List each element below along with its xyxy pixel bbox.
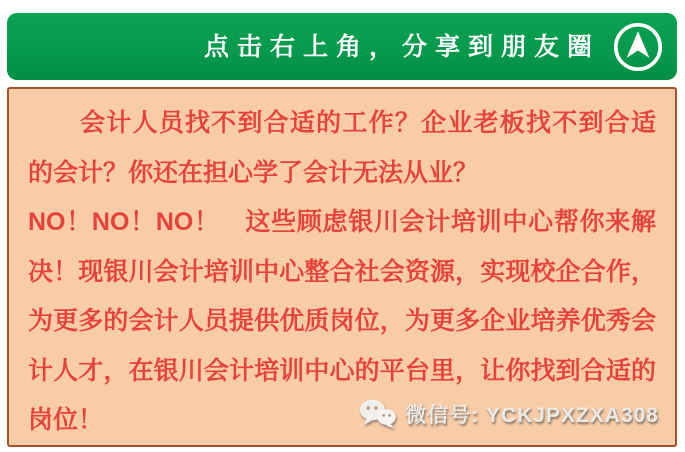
wechat-watermark — [359, 398, 659, 429]
up-arrow-circle-icon — [612, 21, 664, 73]
wechat-icon — [359, 398, 396, 429]
promo-line: 为更多的会计人员提供优质岗位，为更多企业培养优秀会 — [28, 307, 656, 335]
promo-line: 的会计？你还在担心学了会计无法从业？ — [28, 158, 479, 187]
promo-line: 岗位！ — [28, 406, 104, 434]
promo-line: 会计人员找不到合适的工作？企业老板找不到合适 — [80, 109, 656, 137]
promo-text-box — [7, 87, 677, 447]
share-banner[interactable] — [7, 13, 677, 80]
promo-line: 决！现银川会计培训中心整合社会资源，实现校企合作， — [28, 257, 656, 286]
wechat-id-label: 微信号: YCKJPXZXA308 — [405, 403, 659, 427]
share-banner-text: 点击右上角，分享到朋友圈 — [203, 33, 600, 61]
promo-line: NO！NO！NO！ 这些顾虑银川会计培训中心帮你来解 — [28, 208, 656, 236]
promo-line: 计人才，在银川会计培训中心的平台里，让你找到合适的 — [28, 356, 656, 385]
